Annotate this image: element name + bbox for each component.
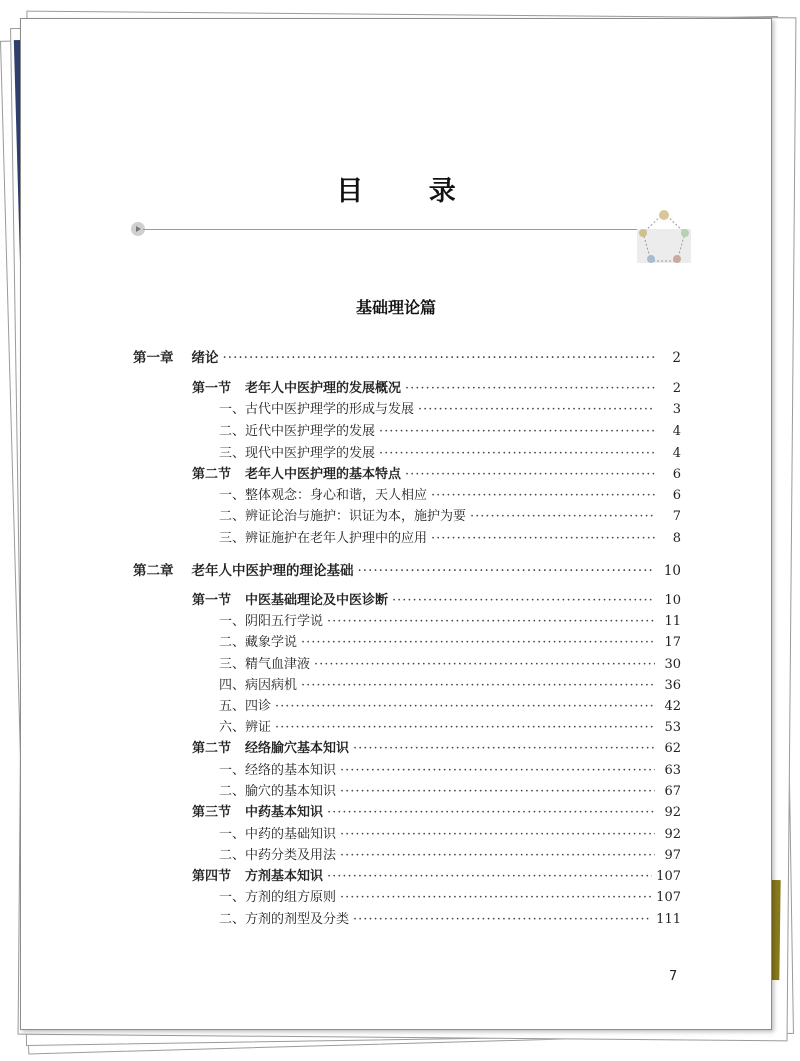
dot-leader bbox=[379, 423, 655, 441]
dot-leader bbox=[340, 762, 655, 780]
dot-leader bbox=[340, 783, 655, 801]
toc-label: 二、腧穴的基本知识 bbox=[219, 784, 337, 799]
toc-label: 一、整体观念：身心和谐，天人相应 bbox=[219, 488, 428, 503]
toc-page-number: 92 bbox=[664, 827, 681, 842]
toc-item-row[interactable] bbox=[219, 783, 681, 801]
toc-label: 一、阴阳五行学说 bbox=[219, 614, 324, 629]
toc-label: 一、古代中医护理学的形成与发展 bbox=[219, 402, 415, 417]
meridian-ornament-icon bbox=[633, 207, 695, 267]
toc-page-number: 67 bbox=[664, 784, 681, 799]
toc-number: 第三节 bbox=[192, 805, 232, 820]
toc-page-number: 53 bbox=[664, 720, 681, 735]
toc-number: 第一章 bbox=[133, 350, 174, 366]
dot-leader bbox=[301, 677, 655, 695]
toc-number: 第二节 bbox=[192, 467, 232, 482]
toc-page-number: 107 bbox=[656, 869, 681, 884]
toc-item-row[interactable] bbox=[219, 508, 681, 526]
toc-label: 二、中药分类及用法 bbox=[219, 848, 337, 863]
toc-page-number: 6 bbox=[672, 488, 681, 503]
toc-page-number: 92 bbox=[664, 805, 681, 820]
toc-item-row[interactable] bbox=[219, 487, 681, 505]
dot-leader bbox=[470, 508, 655, 526]
dot-leader bbox=[353, 911, 652, 929]
toc-item-row[interactable] bbox=[219, 698, 681, 716]
toc-page-number: 2 bbox=[672, 381, 681, 396]
toc-item-row[interactable] bbox=[219, 445, 681, 463]
toc-label: 中药基本知识 bbox=[245, 805, 324, 820]
toc-label: 中医基础理论及中医诊断 bbox=[245, 593, 389, 608]
toc-section-row[interactable] bbox=[192, 592, 681, 610]
toc-label: 一、经络的基本知识 bbox=[219, 763, 337, 778]
toc-label: 老年人中医护理的理论基础 bbox=[191, 563, 354, 579]
dot-leader bbox=[405, 380, 655, 398]
dot-leader bbox=[327, 804, 655, 822]
toc-chapter-row[interactable] bbox=[133, 562, 681, 580]
toc-page-number: 6 bbox=[672, 467, 681, 482]
dot-leader bbox=[327, 613, 655, 631]
dot-leader bbox=[327, 868, 652, 886]
toc-item-row[interactable] bbox=[219, 847, 681, 865]
dot-leader bbox=[431, 530, 655, 548]
dot-leader bbox=[275, 698, 655, 716]
toc-page-number: 62 bbox=[664, 741, 681, 756]
toc-label: 三、精气血津液 bbox=[219, 657, 311, 672]
toc-label: 三、现代中医护理学的发展 bbox=[219, 446, 376, 461]
toc-item-row[interactable] bbox=[219, 762, 681, 780]
dot-leader bbox=[223, 349, 656, 367]
toc-label: 二、辨证论治与施护：识证为本，施护为要 bbox=[219, 509, 467, 524]
toc-page-number: 97 bbox=[664, 848, 681, 863]
toc-item-row[interactable] bbox=[219, 401, 681, 419]
dot-leader bbox=[418, 401, 655, 419]
toc-item-row[interactable] bbox=[219, 613, 681, 631]
toc-number: 第二节 bbox=[192, 741, 232, 756]
toc-page-number: 7 bbox=[672, 509, 681, 524]
toc-label: 二、方剂的剂型及分类 bbox=[219, 912, 350, 927]
toc-item-row[interactable] bbox=[219, 719, 681, 737]
dot-leader bbox=[314, 656, 655, 674]
dot-leader bbox=[379, 445, 655, 463]
toc-page-number: 17 bbox=[664, 635, 681, 650]
toc-number: 第二章 bbox=[133, 563, 174, 579]
toc-label: 二、藏象学说 bbox=[219, 635, 298, 650]
toc-page-number: 3 bbox=[672, 402, 681, 417]
toc-page-number: 63 bbox=[664, 763, 681, 778]
toc-label: 一、中药的基础知识 bbox=[219, 827, 337, 842]
toc-page-number: 4 bbox=[672, 424, 681, 439]
toc-page-number: 11 bbox=[664, 614, 681, 629]
toc-section-row[interactable] bbox=[192, 380, 681, 398]
dot-leader bbox=[392, 592, 655, 610]
toc-page-number: 30 bbox=[664, 657, 681, 672]
toc-label: 四、病因病机 bbox=[219, 678, 298, 693]
toc-item-row[interactable] bbox=[219, 656, 681, 674]
toc-label: 一、方剂的组方原则 bbox=[219, 890, 337, 905]
toc-label: 六、辨证 bbox=[219, 720, 272, 735]
toc-section-row[interactable] bbox=[192, 804, 681, 822]
toc-page-number: 111 bbox=[656, 912, 681, 927]
toc-page-number: 10 bbox=[664, 593, 681, 608]
dot-leader bbox=[340, 826, 655, 844]
page-number: 7 bbox=[669, 969, 678, 984]
toc-item-row[interactable] bbox=[219, 911, 681, 929]
page-title: 目 录 bbox=[336, 176, 484, 207]
toc-section-row[interactable] bbox=[192, 466, 681, 484]
dot-leader bbox=[301, 634, 655, 652]
dot-leader bbox=[405, 466, 655, 484]
toc-item-row[interactable] bbox=[219, 889, 681, 907]
toc-label: 二、近代中医护理学的发展 bbox=[219, 424, 376, 439]
dot-leader bbox=[431, 487, 655, 505]
toc-chapter-row[interactable] bbox=[133, 349, 681, 367]
toc-page-number: 8 bbox=[672, 531, 681, 546]
toc-item-row[interactable] bbox=[219, 530, 681, 548]
toc-label: 老年人中医护理的基本特点 bbox=[245, 467, 402, 482]
toc-item-row[interactable] bbox=[219, 826, 681, 844]
toc-section-row[interactable] bbox=[192, 868, 681, 886]
dot-leader bbox=[275, 719, 655, 737]
toc-page bbox=[20, 18, 772, 1030]
toc-item-row[interactable] bbox=[219, 634, 681, 652]
toc-page-number: 107 bbox=[656, 890, 681, 905]
toc-page-number: 2 bbox=[672, 350, 681, 366]
toc-section-row[interactable] bbox=[192, 740, 681, 758]
toc-label: 五、四诊 bbox=[219, 699, 272, 714]
toc-page-number: 36 bbox=[664, 678, 681, 693]
toc-number: 第一节 bbox=[192, 593, 232, 608]
toc-label: 三、辨证施护在老年人护理中的应用 bbox=[219, 531, 428, 546]
toc-item-row[interactable] bbox=[219, 423, 681, 441]
toc-label: 方剂基本知识 bbox=[245, 869, 324, 884]
dot-leader bbox=[353, 740, 655, 758]
toc-item-row[interactable] bbox=[219, 677, 681, 695]
toc-number: 第一节 bbox=[192, 381, 232, 396]
toc-number: 第四节 bbox=[192, 869, 232, 884]
dot-leader bbox=[340, 889, 652, 907]
toc-label: 绪论 bbox=[191, 350, 219, 366]
toc-page-number: 42 bbox=[664, 699, 681, 714]
title-divider bbox=[143, 229, 663, 230]
toc-label: 老年人中医护理的发展概况 bbox=[245, 381, 402, 396]
toc-label: 经络腧穴基本知识 bbox=[245, 741, 350, 756]
toc-page-number: 4 bbox=[672, 446, 681, 461]
part-heading: 基础理论篇 bbox=[355, 298, 436, 317]
dot-leader bbox=[358, 562, 656, 580]
dot-leader bbox=[340, 847, 655, 865]
toc-page-number: 10 bbox=[663, 563, 681, 579]
